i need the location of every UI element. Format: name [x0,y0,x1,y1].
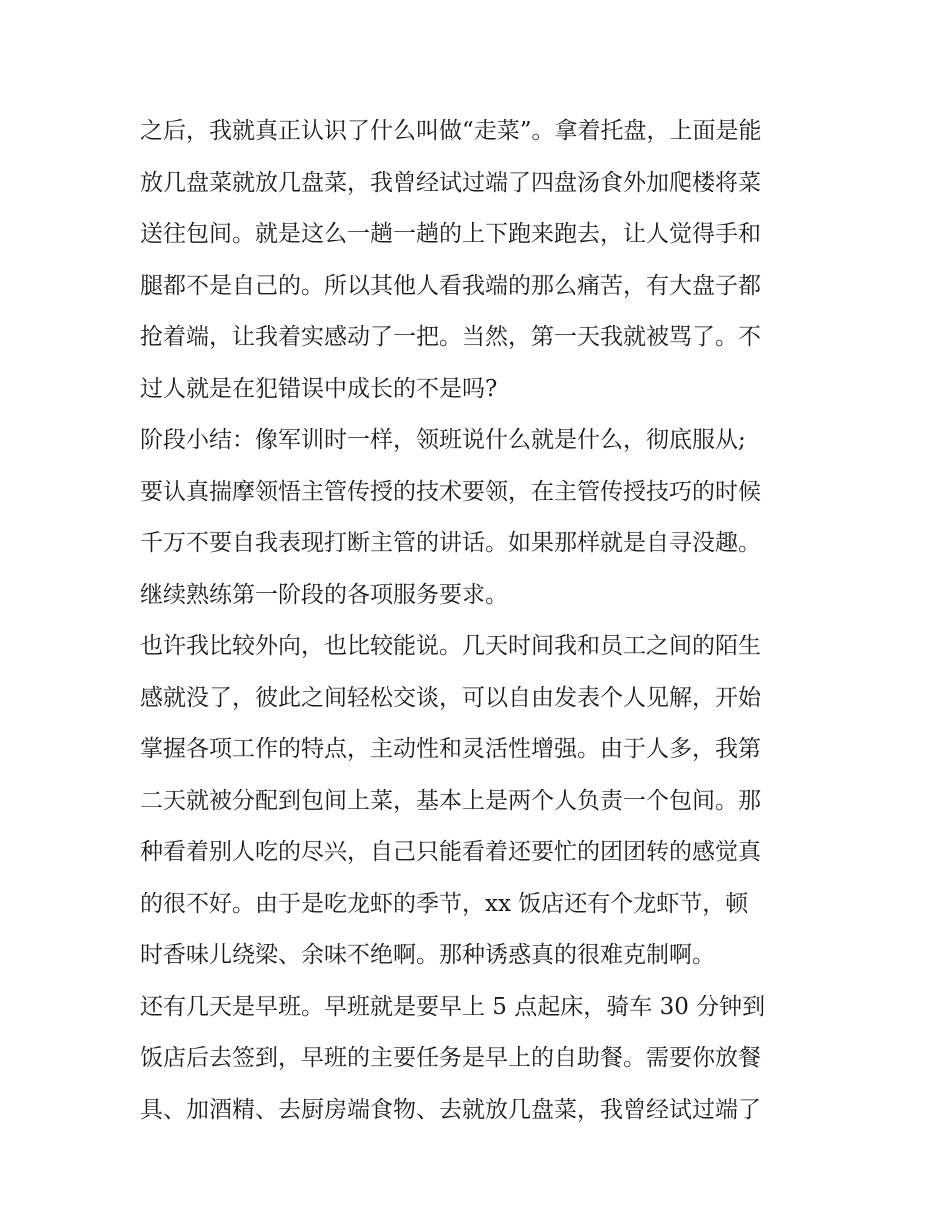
text-line: 腿都不是自己的。所以其他人看我端的那么痛苦，有大盘子都 [140,272,761,299]
text-line: 饭店后去签到，早班的主要任务是早上的自助餐。需要你放餐 [140,1045,761,1071]
text-line: 感就没了，彼此之间轻松交谈，可以自由发表个人见解，开始 [140,684,761,711]
text-line: 的很不好。由于是吃龙虾的季节，xx 饭店还有个龙虾节，顿 [140,890,749,917]
text-line: 具、加酒精、去厨房端食物、去就放几盘菜，我曾经试过端了 [140,1096,761,1123]
text-line: 阶段小结：像军训时一样，领班说什么就是什么，彻底服从; [140,427,746,453]
text-line: 要认真揣摩领悟主管传授的技术要领，在主管传授技巧的时候 [140,478,761,505]
text-line: 时香味儿绕梁、余味不绝啊。那种诱惑真的很难克制啊。 [140,942,715,968]
text-line: 送往包间。就是这么一趟一趟的上下跑来跑去，让人觉得手和 [140,221,761,247]
text-line: 千万不要自我表现打断主管的讲话。如果那样就是自寻没趣。 [140,530,761,556]
text-line: 掌握各项工作的特点，主动性和灵活性增强。由于人多，我第 [140,736,761,762]
text-line: 过人就是在犯错误中成长的不是吗? [140,375,498,402]
text-line: 之后，我就真正认识了什么叫做“走菜”。拿着托盘，上面是能 [140,118,762,144]
text-line: 种看着别人吃的尽兴，自己只能看着还要忙的团团转的感觉真 [140,839,761,865]
text-line: 二天就被分配到包间上菜，基本上是两个人负责一个包间。那 [140,787,761,814]
text-line: 继续熟练第一阶段的各项服务要求。 [140,581,508,608]
text-line: 抢着端，让我着实感动了一把。当然，第一天我就被骂了。不 [140,324,761,350]
text-line: 放几盘菜就放几盘菜，我曾经试过端了四盘汤食外加爬楼将菜 [140,169,761,196]
text-line: 也许我比较外向，也比较能说。几天时间我和员工之间的陌生 [140,633,761,659]
text-line: 还有几天是早班。早班就是要早上 5 点起床，骑车 30 分钟到 [140,993,766,1020]
body-text [140,106,820,1136]
